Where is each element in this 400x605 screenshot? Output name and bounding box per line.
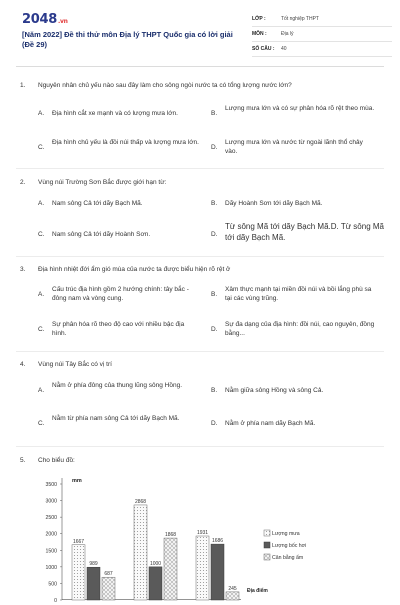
bar-lượng-mưa: [72, 545, 85, 600]
legend-label: Lượng bốc hơi: [272, 543, 307, 549]
meta-row-count: [252, 42, 392, 57]
question-number: 5.: [20, 457, 26, 464]
bar-chart: [16, 470, 388, 604]
site-logo[interactable]: [22, 12, 68, 27]
option-text: Từ sông Mã tới dãy Bạch Mã.D. Từ sông Mã tới dãy Bạch Mã.: [225, 222, 384, 242]
bar-lượng-mưa: [196, 536, 209, 600]
option-letter: C.: [38, 231, 45, 238]
question-text: Cho biểu đồ:: [38, 457, 75, 464]
option-letter: D.: [211, 326, 218, 333]
option-letter: B.: [211, 200, 218, 207]
meta-key: MÔN :: [252, 31, 267, 37]
option-letter: B.: [211, 387, 218, 394]
legend-swatch: [264, 530, 270, 536]
question-number: 3.: [20, 266, 26, 273]
data-label: 687: [104, 571, 113, 578]
y-tick-label: 1000: [45, 564, 57, 571]
option-text: Nam sông Cả tới dãy Bạch Mã.: [52, 200, 143, 207]
bar-cân-bằng-ẩm: [164, 538, 177, 600]
legend-swatch: [264, 554, 270, 560]
meta-value: Tốt nghiệp THPT: [281, 16, 319, 22]
bar-lượng-bốc-hơi: [87, 567, 100, 600]
y-tick-label: 2500: [45, 515, 57, 522]
question-text: Nguyên nhân chủ yếu nào sau đây làm cho sông ngòi nước ta có tổng lượng nước lớn?: [38, 82, 292, 89]
option-letter: A.: [38, 110, 45, 117]
y-tick-label: 2000: [45, 531, 57, 538]
legend-label: Cân bằng ẩm: [272, 555, 304, 561]
option-text: Địa hình chủ yếu là đồi núi thấp và lượng mưa lớn.: [52, 139, 199, 146]
logo-main: 2048: [22, 12, 57, 27]
data-label: 1686: [211, 538, 224, 545]
question-divider: [16, 351, 384, 352]
question-number: 1.: [20, 82, 26, 89]
option-letter: D.: [211, 144, 218, 151]
option-letter: C.: [38, 420, 45, 427]
logo-suffix: .vn: [57, 18, 68, 25]
option-text: Sự phân hóa rõ theo độ cao với nhiều bậc địa hình.: [52, 321, 185, 337]
meta-key: SỐ CÂU :: [252, 46, 275, 52]
y-tick-label: 500: [48, 581, 57, 588]
data-label: 1667: [72, 538, 85, 545]
question-divider: [16, 446, 384, 447]
option-letter: B.: [211, 291, 218, 298]
x-axis-label: Địa điểm: [247, 588, 268, 594]
y-tick-label: 3500: [45, 482, 57, 488]
bar-lượng-mưa: [134, 505, 147, 600]
chart-svg: [16, 470, 388, 604]
option-text: Sự đa dạng của địa hình: đồi núi, cao nguyên, đồng bằng...: [225, 321, 375, 337]
option-letter: A.: [38, 387, 45, 394]
option-text: Dãy Hoành Sơn tới dãy Bạch Mã.: [225, 200, 323, 207]
document-header: [0, 0, 400, 64]
document-title: [Năm 2022] Đề thi thử môn Địa lý THPT Quốc gia có lời giải (Đề 29): [22, 30, 233, 49]
header-divider: [16, 66, 384, 67]
option-letter: C.: [38, 326, 45, 333]
option-text: Nằm giữa sông Hồng và sông Cả.: [225, 387, 324, 394]
bar-lượng-bốc-hơi: [149, 567, 162, 600]
question-text: Vùng núi Trường Sơn Bắc được giới hạn từ:: [38, 179, 167, 186]
y-tick-label: 0: [54, 598, 57, 604]
data-label: 245: [228, 585, 237, 592]
question-number: 2.: [20, 179, 26, 186]
option-letter: B.: [211, 110, 218, 117]
question-divider: [16, 168, 384, 169]
option-letter: A.: [38, 291, 45, 298]
question-divider: [16, 256, 384, 257]
meta-row-class: [252, 12, 392, 27]
meta-row-subject: [252, 27, 392, 42]
meta-value: 40: [281, 46, 287, 52]
data-label: 2868: [134, 498, 147, 505]
option-text: Lượng mưa lớn và nước từ ngoài lãnh thổ chảy vào.: [225, 139, 363, 155]
y-tick-label: 1500: [45, 548, 57, 555]
option-text: Cấu trúc địa hình gồm 2 hướng chính: tây bắc - đông nam và vòng cung.: [52, 286, 189, 302]
data-label: 1868: [164, 532, 177, 539]
option-text: Nằm ở phía đông của thung lũng sông Hồng.: [52, 382, 183, 389]
option-letter: A.: [38, 200, 45, 207]
bar-cân-bằng-ẩm: [102, 577, 115, 600]
question-number: 4.: [20, 361, 26, 368]
data-label: 1931: [196, 530, 209, 537]
legend-label: Lượng mưa: [272, 531, 300, 537]
y-axis-label: mm: [72, 478, 82, 484]
data-label: 1000: [149, 560, 162, 567]
question-text: Địa hình nhiệt đới ẩm gió mùa của nước ta được biểu hiện rõ rệt ở: [38, 266, 231, 273]
bar-lượng-bốc-hơi: [211, 544, 224, 600]
bar-cân-bằng-ẩm: [226, 592, 239, 600]
option-letter: D.: [211, 231, 218, 238]
option-text: Nằm từ phía nam sông Cả tới dãy Bạch Mã.: [52, 415, 180, 422]
meta-key: LỚP :: [252, 16, 266, 22]
document-meta: [252, 12, 392, 57]
y-tick-label: 3000: [45, 498, 57, 505]
option-text: Xâm thực mạnh tại miền đồi núi và bồi lắng phù sa tại các vùng trũng.: [225, 286, 372, 302]
option-text: Nằm ở phía nam dãy Bạch Mã.: [225, 420, 316, 427]
data-label: 989: [89, 561, 98, 568]
option-letter: D.: [211, 420, 218, 427]
option-text: Địa hình cắt xe mạnh và có lượng mưa lớn.: [52, 110, 178, 117]
option-text: Lượng mưa lớn và có sự phân hóa rõ rệt theo mùa.: [225, 105, 375, 112]
legend-swatch: [264, 542, 270, 548]
option-text: Nam sông Cả tới dãy Hoành Sơn.: [52, 231, 151, 238]
option-letter: C.: [38, 144, 45, 151]
question-text: Vùng núi Tây Bắc có vị trí: [38, 361, 112, 368]
meta-value: Địa lý: [281, 31, 294, 37]
